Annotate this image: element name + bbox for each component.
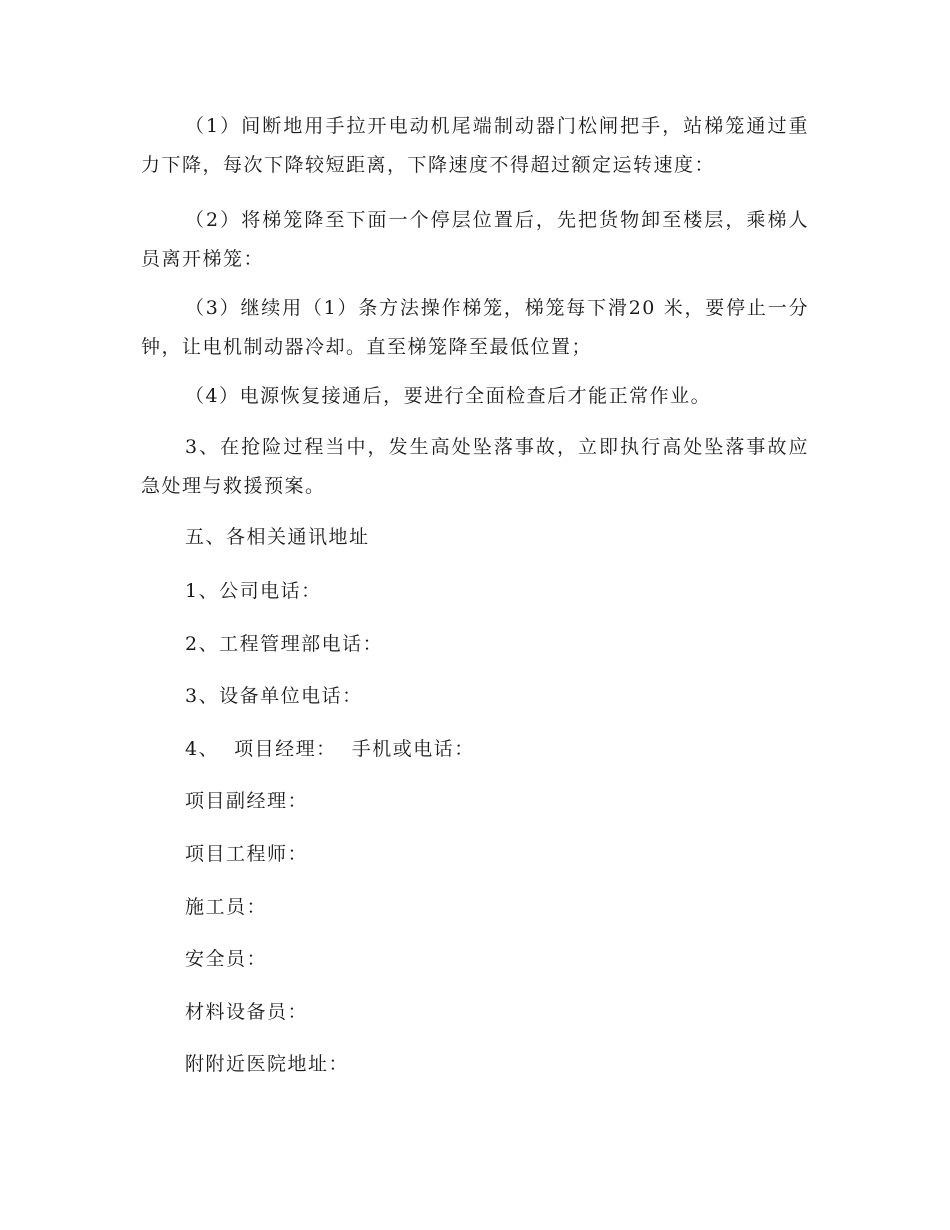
contact-equipment-unit-phone: 3、设备单位电话： [185,685,363,707]
contact-materials-officer: 材料设备员： [185,1001,309,1023]
paragraph-step-1: （1）间断地用手拉开电动机尾端制动器门松闸把手，站梯笼通过重力下降，每次下降较短距离，下降速度不得超过额定运转速度： [141,115,809,176]
contact-constructor: 施工员： [185,896,268,918]
paragraph-step-2: （2）将梯笼降至下面一个停层位置后，先把货物卸至楼层，乘梯人员离开梯笼： [141,209,809,270]
paragraph-step-3: （3）继续用（1）条方法操作梯笼，梯笼每下滑20 米，要停止一分钟，让电机制动器冷却。直至梯笼降至最低位置； [141,297,809,358]
contact-project-engineer: 项目工程师： [185,843,309,865]
contact-deputy-manager: 项目副经理： [185,790,309,812]
contact-nearby-hospital: 附附近医院地址： [185,1053,350,1075]
contact-project-manager: 4、 项目经理： 手机或电话： [185,738,475,760]
contact-safety-officer: 安全员： [185,948,268,970]
paragraph-step-4: （4）电源恢复接通后，要进行全面检查后才能正常作业。 [185,385,712,407]
section-title: 五、各相关通讯地址 [185,526,370,548]
contact-engineering-dept-phone: 2、工程管理部电话： [185,633,384,655]
paragraph-rescue-plan: 3、在抢险过程当中，发生高处坠落事故，立即执行高处坠落事故应急处理与救援预案。 [141,436,809,497]
contact-company-phone: 1、公司电话： [185,580,322,602]
